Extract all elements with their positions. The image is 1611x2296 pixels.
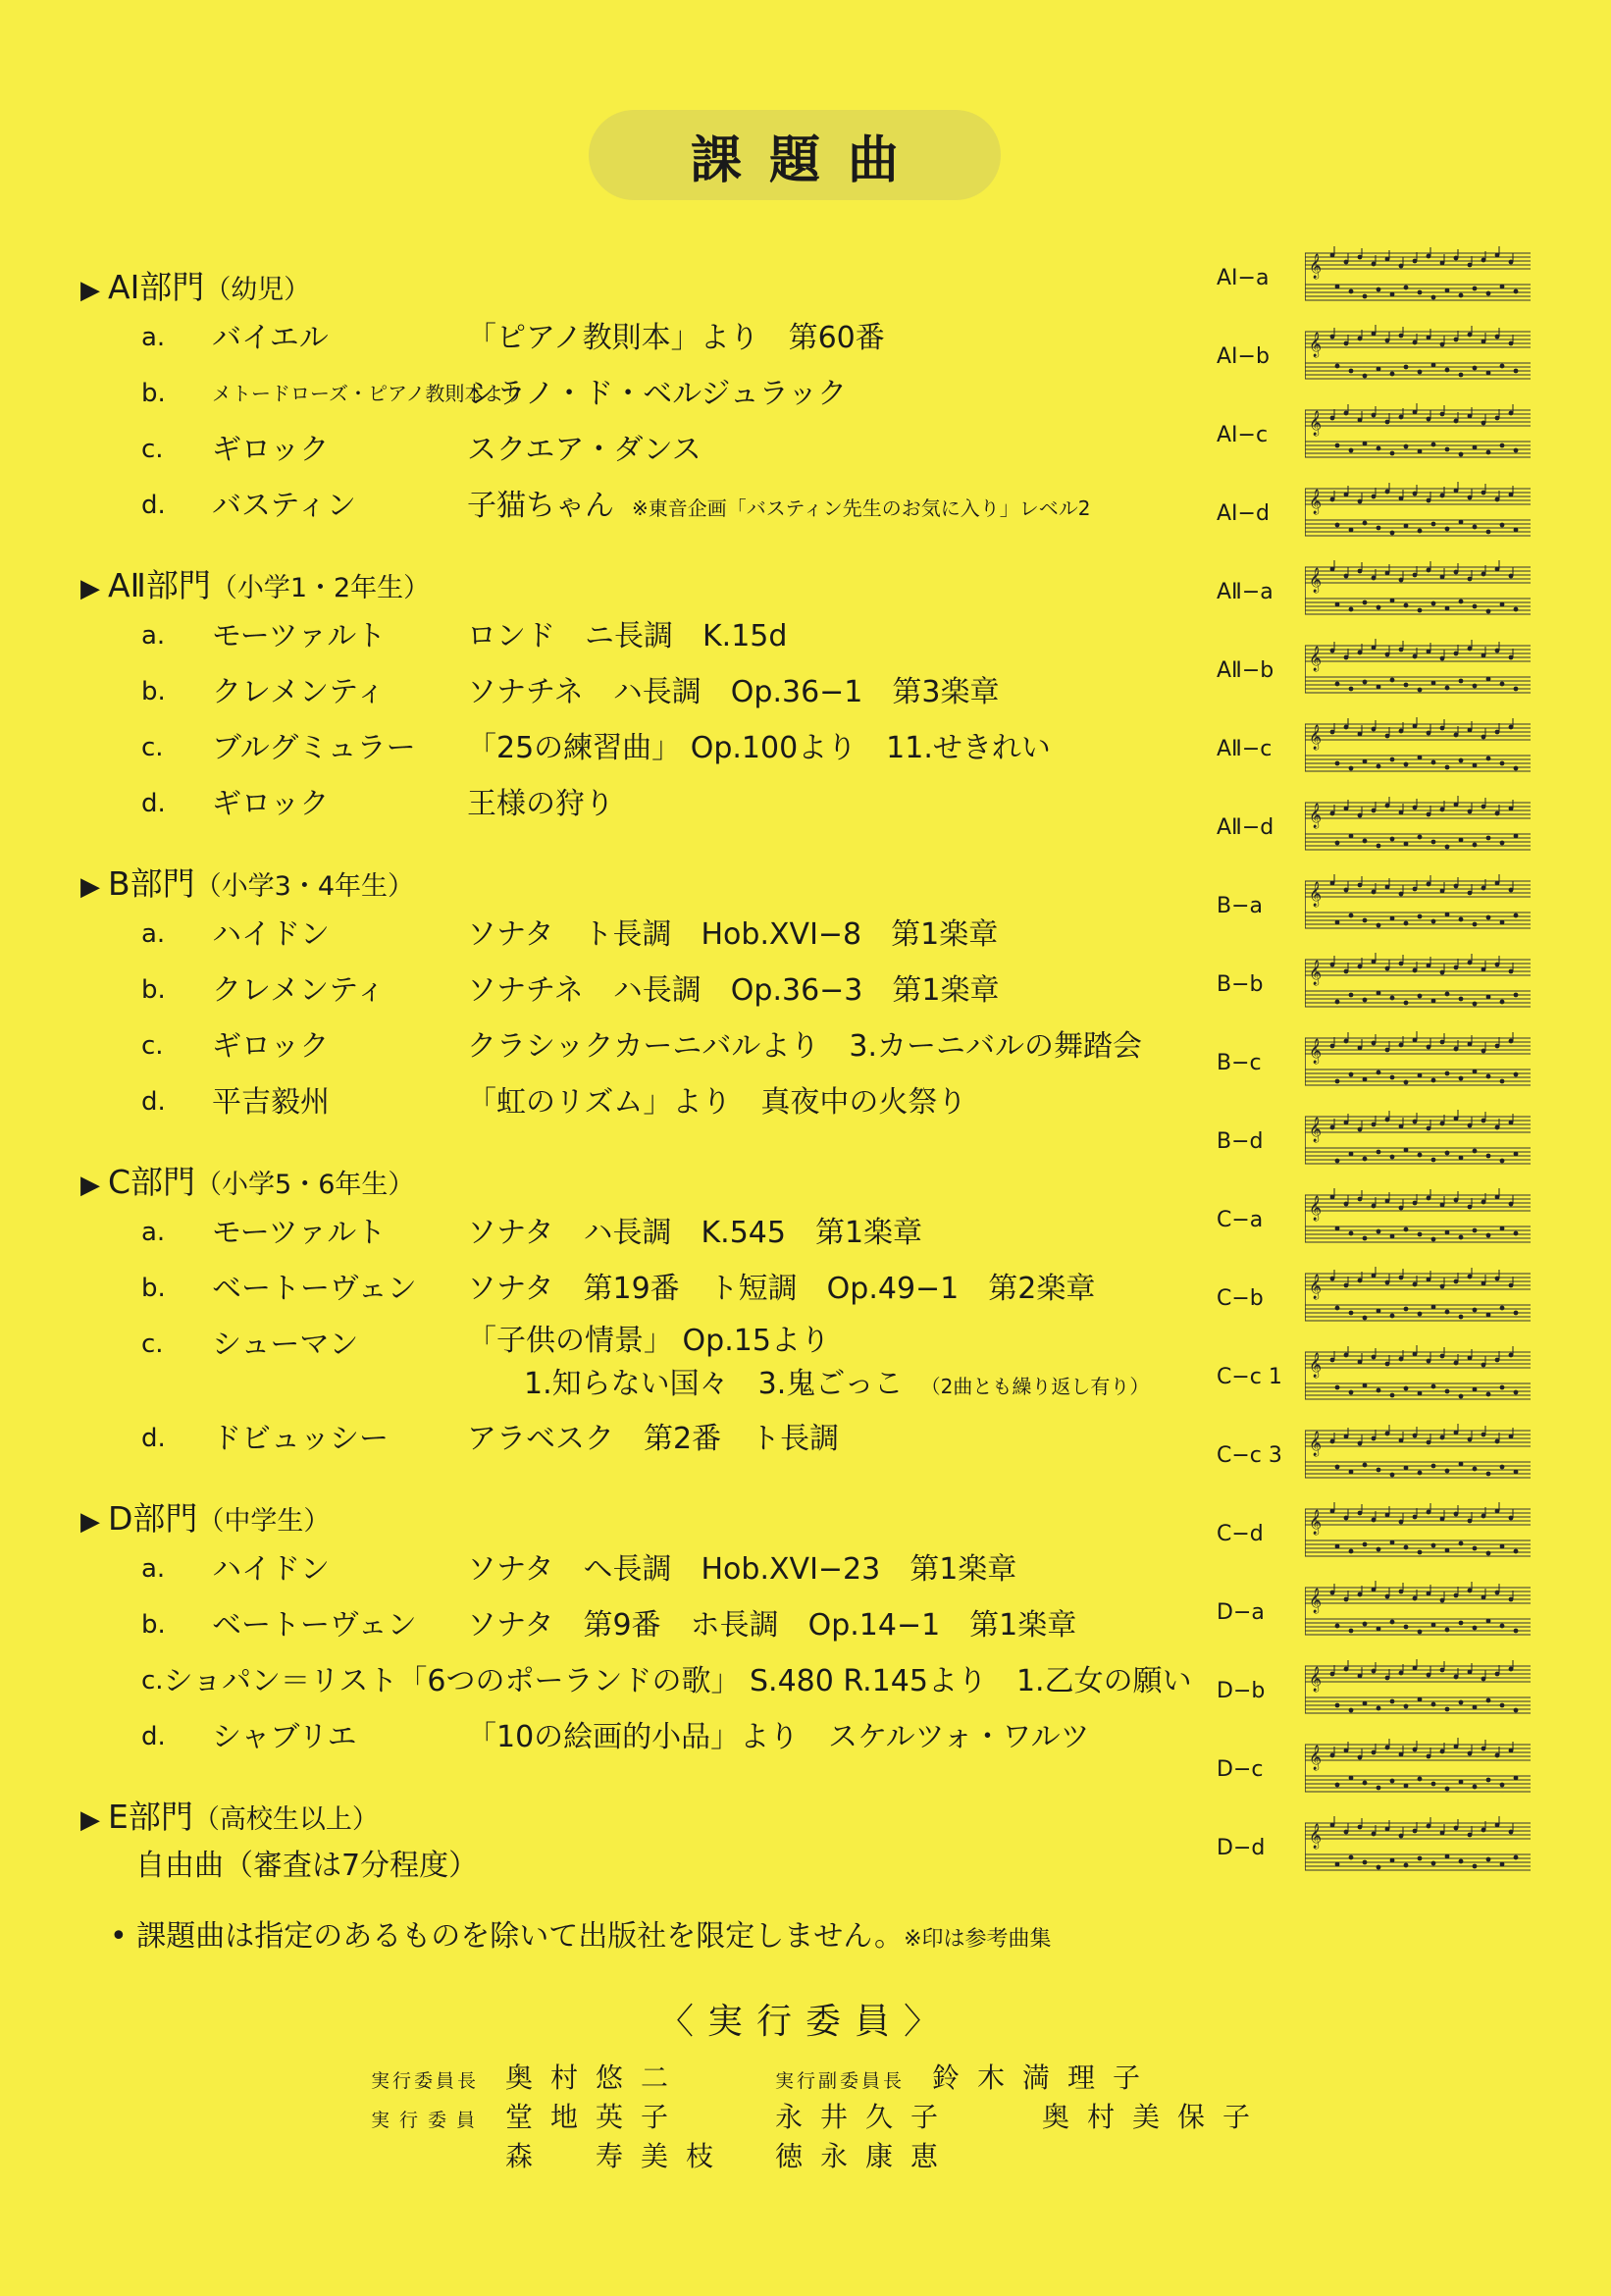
work-title: ロンド ニ長調 K.15d bbox=[467, 619, 788, 653]
section bbox=[80, 1795, 1209, 1893]
thumbnail-label: D−c bbox=[1217, 1756, 1264, 1782]
composer: ギロック bbox=[212, 787, 330, 821]
score-thumbnail bbox=[1217, 1102, 1540, 1180]
score-thumbnail bbox=[1217, 1730, 1540, 1808]
svg-text:𝄞: 𝄞 bbox=[1309, 411, 1323, 436]
work-title: ソナタ 第9番 ホ長調 Op.14−1 第1楽章 bbox=[467, 1608, 1077, 1643]
svg-text:𝄞: 𝄞 bbox=[1309, 254, 1323, 279]
svg-text:𝄞: 𝄞 bbox=[1309, 490, 1323, 514]
thumbnail-label: B−c bbox=[1217, 1050, 1262, 1075]
work-title: 「10の絵画的小品」より スケルツォ・ワルツ bbox=[467, 1720, 1090, 1754]
piece-item bbox=[80, 963, 1209, 1018]
sheet-music-icon bbox=[1305, 952, 1531, 1017]
thumbnail-label: AⅡ−c bbox=[1217, 736, 1273, 761]
score-thumbnail bbox=[1217, 631, 1540, 709]
thumbnail-label: D−a bbox=[1217, 1599, 1265, 1625]
item-letter: d. bbox=[141, 1087, 166, 1117]
piece-item bbox=[80, 664, 1209, 720]
score-thumbnail bbox=[1217, 395, 1540, 474]
composer: ブルグミュラー bbox=[212, 731, 416, 765]
composer: ハイドン bbox=[212, 1552, 330, 1587]
sheet-music-icon bbox=[1305, 559, 1531, 624]
composer: シャブリエ bbox=[212, 1720, 357, 1754]
sheet-music-icon bbox=[1305, 1187, 1531, 1252]
item-letter: c. bbox=[141, 733, 164, 762]
section bbox=[80, 563, 1209, 832]
item-letter: b. bbox=[141, 379, 166, 408]
work-title: ソナタ 第19番 ト短調 Op.49−1 第2楽章 bbox=[467, 1272, 1096, 1306]
item-letter: d. bbox=[141, 1424, 166, 1453]
work-title-line2: 1.知らない国々 3.鬼ごっこ bbox=[524, 1367, 904, 1401]
score-thumbnail bbox=[1217, 238, 1540, 317]
sheet-music-icon bbox=[1305, 638, 1531, 703]
svg-text:𝄞: 𝄞 bbox=[1309, 1196, 1323, 1221]
svg-text:𝄞: 𝄞 bbox=[1309, 1667, 1323, 1692]
score-thumbnail bbox=[1217, 1337, 1540, 1416]
vice-chair-name: 鈴木満理子 bbox=[932, 2061, 1159, 2094]
section bbox=[80, 1160, 1209, 1467]
thumbnail-label: AⅡ−a bbox=[1217, 579, 1273, 604]
item-letter: a. bbox=[141, 1218, 166, 1247]
svg-text:𝄞: 𝄞 bbox=[1309, 568, 1323, 593]
thumbnail-label: B−a bbox=[1217, 893, 1264, 918]
svg-text:𝄞: 𝄞 bbox=[1309, 1432, 1323, 1456]
composer: ギロック bbox=[212, 1029, 330, 1064]
score-thumbnail bbox=[1217, 1023, 1540, 1102]
work-title: 「虹のリズム」より 真夜中の火祭り bbox=[467, 1085, 967, 1120]
svg-text:𝄞: 𝄞 bbox=[1309, 1275, 1323, 1299]
svg-text:𝄞: 𝄞 bbox=[1309, 1746, 1323, 1770]
section-name: D部門 bbox=[108, 1499, 198, 1538]
work-title: 「子供の情景」 Op.15より 1.知らない国々 3.鬼ごっこ （2曲とも繰り返し有り） bbox=[467, 1324, 1150, 1401]
sheet-music-icon bbox=[1305, 1266, 1531, 1331]
composer: クレメンティ bbox=[212, 973, 386, 1008]
score-thumbnail bbox=[1217, 552, 1540, 631]
sheet-music-icon bbox=[1305, 481, 1531, 546]
chair-role: 実行委員長 bbox=[371, 2070, 480, 2092]
section-subtitle: （小学1・2年生） bbox=[210, 573, 431, 603]
item-letter: b. bbox=[141, 1274, 166, 1303]
score-thumbnail bbox=[1217, 945, 1540, 1023]
thumbnail-label: C−c 3 bbox=[1217, 1442, 1282, 1468]
svg-text:𝄞: 𝄞 bbox=[1309, 1510, 1323, 1535]
thumbnail-label: C−d bbox=[1217, 1521, 1264, 1546]
svg-text:𝄞: 𝄞 bbox=[1309, 804, 1323, 828]
work-title: ソナタ ト長調 Hob.XVI−8 第1楽章 bbox=[467, 917, 999, 952]
work-title: 王様の狩り bbox=[467, 787, 614, 821]
piece-item bbox=[80, 1261, 1209, 1317]
piece-item bbox=[80, 310, 1209, 366]
piece-item bbox=[80, 366, 1209, 422]
footnote: • 課題曲は指定のあるものを除いて出版社を限定しません。※印は参考曲集 bbox=[110, 1919, 1052, 1954]
member-name: 森 寿美枝 bbox=[505, 2140, 732, 2172]
section-subtitle: （小学5・6年生） bbox=[195, 1170, 415, 1200]
thumbnail-label: D−b bbox=[1217, 1678, 1266, 1703]
item-letter: b. bbox=[141, 677, 166, 706]
section bbox=[80, 861, 1209, 1130]
sheet-music-icon bbox=[1305, 1501, 1531, 1566]
committee-title: 〈実行委員〉 bbox=[657, 2002, 953, 2042]
sheet-music-icon bbox=[1305, 1344, 1531, 1409]
composer: シューマン bbox=[212, 1328, 359, 1362]
piece-item bbox=[80, 907, 1209, 963]
work-title: 子猫ちゃん ※東音企画「バスティン先生のお気に入り」レベル2 bbox=[467, 489, 1091, 523]
work-title: ソナタ ハ長調 K.545 第1楽章 bbox=[467, 1216, 923, 1250]
page-title: 課題曲 bbox=[589, 110, 1001, 200]
member-role: 実行委員 bbox=[371, 2110, 486, 2131]
composer: バスティン bbox=[212, 489, 356, 523]
piece-item bbox=[80, 608, 1209, 664]
item-letter: a. bbox=[141, 919, 166, 949]
sections-list bbox=[80, 265, 1209, 1922]
item-letter: d. bbox=[141, 491, 166, 520]
composer: モーツァルト bbox=[212, 1216, 387, 1250]
svg-text:𝄞: 𝄞 bbox=[1309, 882, 1323, 907]
score-thumbnail bbox=[1217, 1259, 1540, 1337]
item-letter: c. bbox=[141, 1330, 164, 1359]
triangle-icon: ▶ bbox=[80, 276, 100, 305]
section bbox=[80, 265, 1209, 534]
work-title: 「ピアノ教則本」より 第60番 bbox=[467, 321, 885, 355]
thumbnail-label: B−d bbox=[1217, 1128, 1264, 1154]
item-letter: a. bbox=[141, 323, 166, 352]
composer: クレメンティ bbox=[212, 675, 386, 709]
svg-text:𝄞: 𝄞 bbox=[1309, 333, 1323, 357]
thumbnail-label: AⅠ−a bbox=[1217, 265, 1270, 290]
item-letter: a. bbox=[141, 1554, 166, 1584]
chair-name: 奥村悠二 bbox=[505, 2061, 687, 2094]
section-name: E部門 bbox=[108, 1798, 193, 1836]
score-thumbnail bbox=[1217, 317, 1540, 395]
section-subtitle: （小学3・4年生） bbox=[194, 871, 414, 902]
thumbnail-label: B−b bbox=[1217, 971, 1264, 997]
free-piece: 自由曲（審査は7分程度） bbox=[135, 1849, 479, 1883]
triangle-icon: ▶ bbox=[80, 574, 100, 603]
work-title: ソナチネ ハ長調 Op.36−1 第3楽章 bbox=[467, 675, 1000, 709]
section-name: C部門 bbox=[108, 1163, 196, 1201]
svg-text:𝄞: 𝄞 bbox=[1309, 725, 1323, 750]
item-letter: d. bbox=[141, 1722, 166, 1751]
thumbnail-label: C−c 1 bbox=[1217, 1364, 1282, 1389]
thumbnail-label: D−d bbox=[1217, 1835, 1266, 1860]
section-heading bbox=[80, 265, 1209, 310]
thumbnail-label: AⅡ−d bbox=[1217, 814, 1274, 840]
member-name: 奥村美保子 bbox=[1042, 2101, 1269, 2133]
piece-item bbox=[80, 422, 1209, 478]
sheet-music-icon bbox=[1305, 402, 1531, 467]
item-letter: d. bbox=[141, 789, 166, 818]
composer: モーツァルト bbox=[212, 619, 387, 653]
composer: ハイドン bbox=[212, 917, 330, 952]
triangle-icon: ▶ bbox=[80, 1507, 100, 1537]
sheet-music-icon bbox=[1305, 1658, 1531, 1723]
score-thumbnail bbox=[1217, 474, 1540, 552]
svg-text:𝄞: 𝄞 bbox=[1309, 1118, 1323, 1142]
composer: バイエル bbox=[212, 321, 329, 355]
score-thumbnails bbox=[1217, 238, 1540, 1887]
svg-text:𝄞: 𝄞 bbox=[1309, 1039, 1323, 1064]
piece-item bbox=[80, 1074, 1209, 1130]
score-thumbnail bbox=[1217, 1180, 1540, 1259]
score-thumbnail bbox=[1217, 1494, 1540, 1573]
triangle-icon: ▶ bbox=[80, 1805, 100, 1835]
section-heading bbox=[80, 1160, 1209, 1205]
work-title: スクエア・ダンス bbox=[467, 433, 702, 467]
piece-item bbox=[80, 776, 1209, 832]
piece-item bbox=[80, 1205, 1209, 1261]
sheet-music-icon bbox=[1305, 1109, 1531, 1174]
piece-item bbox=[80, 1653, 1209, 1709]
thumbnail-label: AⅠ−b bbox=[1217, 343, 1270, 369]
item-letter: c. bbox=[141, 1031, 164, 1061]
composer: ベートーヴェン bbox=[212, 1608, 417, 1643]
work-title: アラベスク 第2番 ト長調 bbox=[467, 1422, 840, 1456]
piece-item bbox=[80, 1411, 1209, 1467]
thumbnail-label: AⅠ−d bbox=[1217, 500, 1270, 526]
work-title: シラノ・ド・ベルジュラック bbox=[467, 377, 848, 411]
vice-chair-role: 実行副委員長 bbox=[775, 2070, 906, 2092]
sheet-music-icon bbox=[1305, 245, 1531, 310]
thumbnail-label: AⅠ−c bbox=[1217, 422, 1269, 447]
item-letter: a. bbox=[141, 621, 166, 651]
composer: ベートーヴェン bbox=[212, 1272, 417, 1306]
piece-item bbox=[80, 478, 1209, 534]
piece-note: （2曲とも繰り返し有り） bbox=[920, 1375, 1150, 1398]
piece-note: ※東音企画「バスティン先生のお気に入り」レベル2 bbox=[632, 496, 1091, 520]
svg-text:𝄞: 𝄞 bbox=[1309, 1824, 1323, 1849]
piece-item bbox=[80, 1317, 1209, 1411]
work-title: 「25の練習曲」 Op.100より 11.せきれい bbox=[467, 731, 1051, 765]
sheet-music-icon bbox=[1305, 1423, 1531, 1487]
score-thumbnail bbox=[1217, 1651, 1540, 1730]
section-heading bbox=[80, 1795, 1209, 1840]
item-letter: c. bbox=[141, 435, 164, 464]
work-title: クラシックカーニバルより 3.カーニバルの舞踏会 bbox=[467, 1029, 1143, 1064]
section bbox=[80, 1496, 1209, 1765]
section-name: AⅠ部門 bbox=[108, 268, 205, 306]
sheet-music-icon bbox=[1305, 873, 1531, 938]
work-title: 「6つのポーランドの歌」 S.480 R.145より 1.乙女の願い bbox=[397, 1664, 1192, 1698]
work-title: ソナタ ヘ長調 Hob.XVI−23 第1楽章 bbox=[467, 1552, 1017, 1587]
score-thumbnail bbox=[1217, 1573, 1540, 1651]
composer: ドビュッシー bbox=[212, 1422, 389, 1456]
svg-text:𝄞: 𝄞 bbox=[1309, 1353, 1323, 1378]
piece-item bbox=[80, 1709, 1209, 1765]
section-name: AⅡ部門 bbox=[108, 566, 211, 604]
member-name: 堂地英子 bbox=[505, 2101, 687, 2133]
triangle-icon: ▶ bbox=[80, 1171, 100, 1200]
sheet-music-icon bbox=[1305, 1815, 1531, 1880]
piece-item bbox=[80, 1541, 1209, 1597]
svg-text:𝄞: 𝄞 bbox=[1309, 961, 1323, 985]
sheet-music-icon bbox=[1305, 324, 1531, 389]
score-thumbnail bbox=[1217, 866, 1540, 945]
section-name: B部門 bbox=[108, 864, 195, 903]
work-title: ソナチネ ハ長調 Op.36−3 第1楽章 bbox=[467, 973, 1000, 1008]
sheet-music-icon bbox=[1305, 1580, 1531, 1644]
member-name: 永井久子 bbox=[775, 2101, 957, 2133]
section-heading bbox=[80, 861, 1209, 907]
score-thumbnail bbox=[1217, 1416, 1540, 1494]
section-heading bbox=[80, 1496, 1209, 1541]
svg-text:𝄞: 𝄞 bbox=[1309, 647, 1323, 671]
piece-item bbox=[80, 720, 1209, 776]
piece-item bbox=[80, 1597, 1209, 1653]
section-subtitle: （中学生） bbox=[197, 1506, 331, 1537]
section-subtitle: （高校生以上） bbox=[192, 1804, 379, 1835]
sheet-music-icon bbox=[1305, 1737, 1531, 1801]
score-thumbnail bbox=[1217, 709, 1540, 788]
piece-item bbox=[80, 1018, 1209, 1074]
composer: ショパン＝リスト bbox=[163, 1664, 398, 1698]
composer: メトードローズ・ピアノ教則本より bbox=[212, 382, 524, 405]
composer: ギロック bbox=[212, 433, 330, 467]
thumbnail-label: AⅡ−b bbox=[1217, 657, 1274, 683]
score-thumbnail bbox=[1217, 1808, 1540, 1887]
svg-text:𝄞: 𝄞 bbox=[1309, 1589, 1323, 1613]
score-thumbnail bbox=[1217, 788, 1540, 866]
section-heading bbox=[80, 563, 1209, 608]
thumbnail-label: C−b bbox=[1217, 1285, 1264, 1311]
triangle-icon: ▶ bbox=[80, 872, 100, 902]
composer: 平吉毅州 bbox=[212, 1085, 330, 1120]
thumbnail-label: C−a bbox=[1217, 1207, 1264, 1232]
section-subtitle: （幼児） bbox=[204, 275, 311, 305]
item-letter: b. bbox=[141, 1610, 166, 1640]
sheet-music-icon bbox=[1305, 795, 1531, 860]
sheet-music-icon bbox=[1305, 716, 1531, 781]
item-letter: c. bbox=[141, 1666, 164, 1696]
member-name: 徳永康恵 bbox=[775, 2140, 957, 2172]
sheet-music-icon bbox=[1305, 1030, 1531, 1095]
item-letter: b. bbox=[141, 975, 166, 1005]
